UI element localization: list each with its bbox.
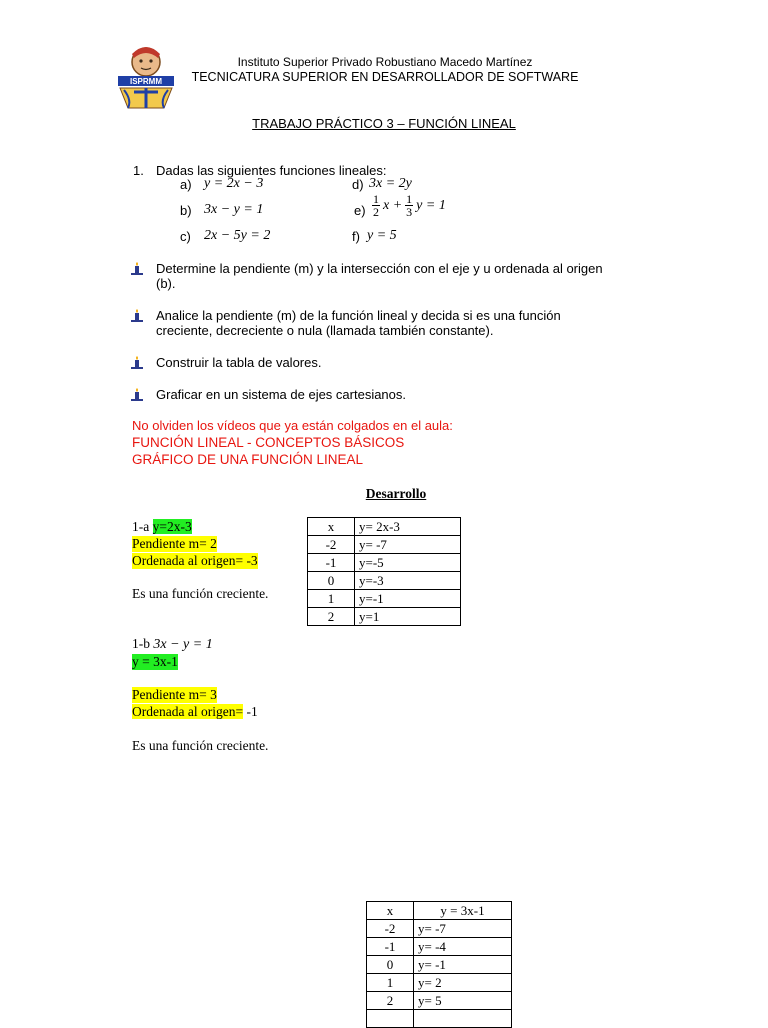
fraction-one-third: $\frac{1}{3}$ <box>406 192 413 219</box>
option-a-label: a) <box>180 177 192 192</box>
option-a-expr: y = 2x − 3 <box>204 176 264 191</box>
table-cell: y=-5 <box>355 554 461 572</box>
table-cell: -1 <box>367 938 414 956</box>
table-cell: 1 <box>308 590 355 608</box>
option-f-expr: y = 5 <box>367 228 397 243</box>
fraction-one-half: $\frac{1}{2}$ <box>373 192 379 219</box>
candle-bullet-icon <box>130 262 144 276</box>
option-c-expr: 2x − 5y = 2 <box>204 228 271 243</box>
table-row <box>308 608 461 626</box>
table-header-cell: x <box>308 518 355 536</box>
video-link-conceptos[interactable]: FUNCIÓN LINEAL - CONCEPTOS BÁSICOS <box>132 435 405 450</box>
table-cell: y= 2 <box>414 974 512 992</box>
bullet-item: Construir la tabla de valores. <box>156 355 322 370</box>
table-cell: 1 <box>367 974 414 992</box>
exercise-b-header <box>132 636 213 653</box>
exercise-b-expr: 3x − y = 1 <box>153 637 213 652</box>
exercise-b-conclusion: Es una función creciente. <box>132 738 269 753</box>
table-row <box>367 938 512 956</box>
table-cell: y= -1 <box>414 956 512 974</box>
candle-bullet-icon <box>130 388 144 402</box>
bullet-item: Analice la pendiente (m) de la función lineal y decida si es una función creciente, decreciente o nula (llamada también constante). <box>156 308 561 338</box>
table-cell: y= 5 <box>414 992 512 1010</box>
table-cell: 0 <box>367 956 414 974</box>
table-row <box>308 572 461 590</box>
exercise-a-function-line <box>132 519 192 535</box>
option-e-mid: x + <box>383 197 403 213</box>
table-row <box>367 1010 512 1028</box>
table-cell: y= -7 <box>414 920 512 938</box>
option-d-expr: 3x = 2y <box>369 176 412 191</box>
option-e-end: y = 1 <box>416 197 446 213</box>
table-cell <box>367 1010 414 1028</box>
table-cell: y= -4 <box>414 938 512 956</box>
table-cell: y= -7 <box>355 536 461 554</box>
page-title: TRABAJO PRÁCTICO 3 – FUNCIÓN LINEAL <box>252 116 516 131</box>
exercise-a-intercept: Ordenada al origen= -3 <box>132 553 258 568</box>
table-header-row <box>308 518 461 536</box>
logo-text: ISPRMM <box>130 77 162 86</box>
table-header-row <box>367 902 512 920</box>
table-cell: 2 <box>367 992 414 1010</box>
table-cell: y=-3 <box>355 572 461 590</box>
option-e-expr <box>372 193 446 218</box>
career-name: TECNICATURA SUPERIOR EN DESARROLLADOR DE SOFTWARE <box>191 70 579 84</box>
table-row <box>367 974 512 992</box>
table-row <box>308 590 461 608</box>
bullet-item: Determine la pendiente (m) y la intersección con el eje y u ordenada al origen (b). <box>156 261 603 291</box>
table-header-cell: y = 3x-1 <box>414 902 512 920</box>
values-table-b <box>366 901 512 1028</box>
table-cell: -2 <box>308 536 355 554</box>
table-cell <box>414 1010 512 1028</box>
option-b-expr: 3x − y = 1 <box>204 202 264 217</box>
candle-bullet-icon <box>130 309 144 323</box>
exercise-b-prefix: 1-b <box>132 636 154 651</box>
bullet-item: Graficar en un sistema de ejes cartesianos. <box>156 387 407 402</box>
candle-bullet-icon <box>130 356 144 370</box>
table-row <box>367 956 512 974</box>
video-note: No olviden los vídeos que ya están colgados en el aula: <box>132 418 453 433</box>
table-row <box>308 536 461 554</box>
table-cell: 0 <box>308 572 355 590</box>
institute-logo <box>112 42 180 110</box>
question-text: Dadas las siguientes funciones lineales: <box>156 163 387 178</box>
option-d-label: d) <box>352 177 364 192</box>
table-cell: y=-1 <box>355 590 461 608</box>
exercise-a-conclusion: Es una función creciente. <box>132 586 269 601</box>
option-e-label: e) <box>354 203 366 218</box>
exercise-a-prefix: 1-a <box>132 519 153 534</box>
institute-name: Instituto Superior Privado Robustiano Macedo Martínez <box>237 55 533 69</box>
exercise-b-intercept-label: Ordenada al origen= <box>132 704 244 719</box>
exercise-b-function: y = 3x-1 <box>132 654 178 669</box>
question-number: 1. <box>133 163 144 178</box>
table-row <box>308 554 461 572</box>
table-row <box>367 920 512 938</box>
exercise-a-slope: Pendiente m= 2 <box>132 536 217 551</box>
exercise-b-intercept <box>132 704 258 720</box>
exercise-a-function: y=2x-3 <box>152 519 192 534</box>
video-link-grafico[interactable]: GRÁFICO DE UNA FUNCIÓN LINEAL <box>132 452 364 467</box>
exercise-b-intercept-value: -1 <box>243 704 258 719</box>
option-c-label: c) <box>180 229 191 244</box>
table-header-cell: x <box>367 902 414 920</box>
table-row <box>367 992 512 1010</box>
values-table-a <box>307 517 461 626</box>
table-cell: -2 <box>367 920 414 938</box>
development-heading: Desarrollo <box>365 486 427 501</box>
option-f-label: f) <box>352 229 360 244</box>
table-header-cell: y= 2x-3 <box>355 518 461 536</box>
table-cell: 2 <box>308 608 355 626</box>
table-cell: y=1 <box>355 608 461 626</box>
table-cell: -1 <box>308 554 355 572</box>
option-b-label: b) <box>180 203 192 218</box>
exercise-b-slope: Pendiente m= 3 <box>132 687 217 702</box>
